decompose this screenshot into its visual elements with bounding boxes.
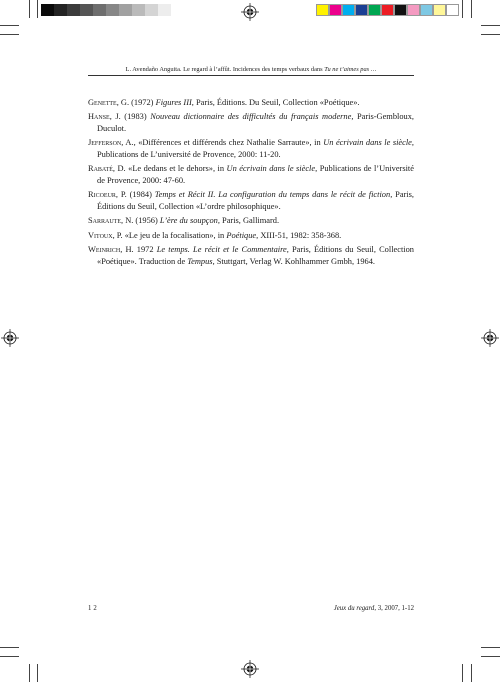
crop-mark (0, 25, 19, 26)
reference-text: , P. (1984) (115, 190, 155, 200)
reference-text: , A., «Différences et différends chez Nathalie Sarraute», in (121, 138, 324, 148)
running-title-italic: Tu ne t’aimes pas … (324, 66, 377, 73)
reference-text: , N. (1956) (121, 216, 160, 226)
reference-text: , Publications de l’Université de Provence, 2000: 47-60. (97, 164, 414, 185)
color-swatch (355, 4, 368, 16)
reference-text: , Paris, Éditions du Seuil, Collection «L’ordre philosophique». (97, 190, 414, 211)
reference-text: , J. (1983) (109, 112, 151, 122)
crop-mark (471, 0, 472, 18)
color-calibration-bar (316, 4, 459, 16)
crop-mark (481, 647, 500, 648)
color-swatch (119, 4, 132, 16)
color-swatch (158, 4, 171, 16)
color-swatch (67, 4, 80, 16)
reference-author: Jefferson (88, 138, 122, 148)
reference-author: Sarraute (88, 216, 121, 226)
color-swatch (41, 4, 54, 16)
reference-title: Nouveau dictionnaire des difficultés du français moderne (150, 112, 352, 122)
crop-mark (481, 34, 500, 35)
reference-entry (88, 230, 414, 242)
crop-mark (37, 664, 38, 682)
reference-text: , XIII-51, 1982: 358-368. (256, 230, 342, 240)
reference-author: Vitoux (88, 230, 113, 240)
registration-mark-left (1, 329, 19, 347)
color-swatch (80, 4, 93, 16)
running-title: L. Avendaño Anguita. Le regard à l’affût. Incidences des temps verbaux dans (125, 66, 325, 73)
reference-title: Poétique (226, 230, 257, 240)
reference-text: , Paris, Gallimard. (217, 216, 280, 226)
color-swatch (106, 4, 119, 16)
reference-text: , D. «Le dedans et le dehors», in (112, 164, 227, 174)
reference-text: , H. 1972 (120, 245, 157, 255)
color-swatch (368, 4, 381, 16)
reference-author: Weinrich (88, 245, 121, 255)
reference-text: , Stuttgart, Verlag W. Kohlhammer Gmbh, 1964. (212, 256, 376, 266)
crop-mark (462, 664, 463, 682)
reference-text: , Paris, Éditions. Du Seuil, Collection «Poétique». (191, 98, 360, 107)
reference-entry (88, 244, 414, 267)
reference-entry (88, 137, 414, 160)
crop-mark (0, 34, 19, 35)
color-swatch (132, 4, 145, 16)
reference-author: Genette (88, 98, 117, 107)
reference-entry (88, 215, 414, 227)
color-swatch (329, 4, 342, 16)
color-swatch (433, 4, 446, 16)
page-number: 12 (88, 605, 99, 612)
registration-mark-right (481, 329, 499, 347)
color-swatch (420, 4, 433, 16)
crop-mark (481, 656, 500, 657)
reference-title: Figures III (155, 98, 192, 107)
registration-mark-bottom (241, 660, 259, 678)
crop-mark (0, 656, 19, 657)
color-swatch (342, 4, 355, 16)
reference-title: Tempus (187, 256, 213, 266)
journal-title: Jeux du regard (333, 605, 375, 612)
reference-title: Un écrivain dans le siècle (226, 164, 316, 174)
running-header (88, 66, 414, 73)
crop-mark (481, 25, 500, 26)
color-swatch (446, 4, 459, 16)
reference-text: , Publications de L’université de Provence, 2000: 11-20. (97, 138, 414, 159)
journal-reference (334, 605, 414, 612)
color-swatch (381, 4, 394, 16)
color-swatch (394, 4, 407, 16)
reference-author: Rabaté (88, 164, 113, 174)
crop-mark (29, 664, 30, 682)
reference-entry (88, 163, 414, 186)
crop-mark (29, 0, 30, 18)
bibliography (88, 97, 414, 270)
reference-author: Hanse (88, 112, 110, 122)
color-swatch (407, 4, 420, 16)
reference-entry (88, 97, 414, 109)
reference-title: L’ère du soupçon (159, 216, 218, 226)
registration-mark-top (241, 3, 259, 21)
color-swatch (93, 4, 106, 16)
reference-entry (88, 189, 414, 212)
reference-text: , Paris, Éditions du Seuil, Collection «Poétique». Traduction de (97, 245, 414, 266)
reference-text: , Paris-Gembloux, Duculot. (97, 112, 414, 133)
reference-author: Ricoeur (88, 190, 116, 200)
crop-mark (471, 664, 472, 682)
crop-mark (0, 647, 19, 648)
crop-mark (37, 0, 38, 18)
color-swatch (54, 4, 67, 16)
journal-issue: , 3, 2007, 1-12 (374, 605, 414, 612)
reference-text: , G. (1972) (116, 98, 156, 107)
reference-text: , P. «Le jeu de la focalisation», in (112, 230, 227, 240)
crop-mark (462, 0, 463, 18)
reference-title: Un écrivain dans le siècle (323, 138, 412, 148)
reference-entry (88, 111, 414, 134)
reference-title: Temps et Récit II. La configuration du temps dans le récit de fiction (154, 190, 391, 200)
grayscale-calibration-bar (41, 4, 171, 16)
reference-title: Le temps. Le récit et le Commentaire (156, 245, 287, 255)
color-swatch (145, 4, 158, 16)
header-rule (88, 75, 414, 76)
color-swatch (316, 4, 329, 16)
